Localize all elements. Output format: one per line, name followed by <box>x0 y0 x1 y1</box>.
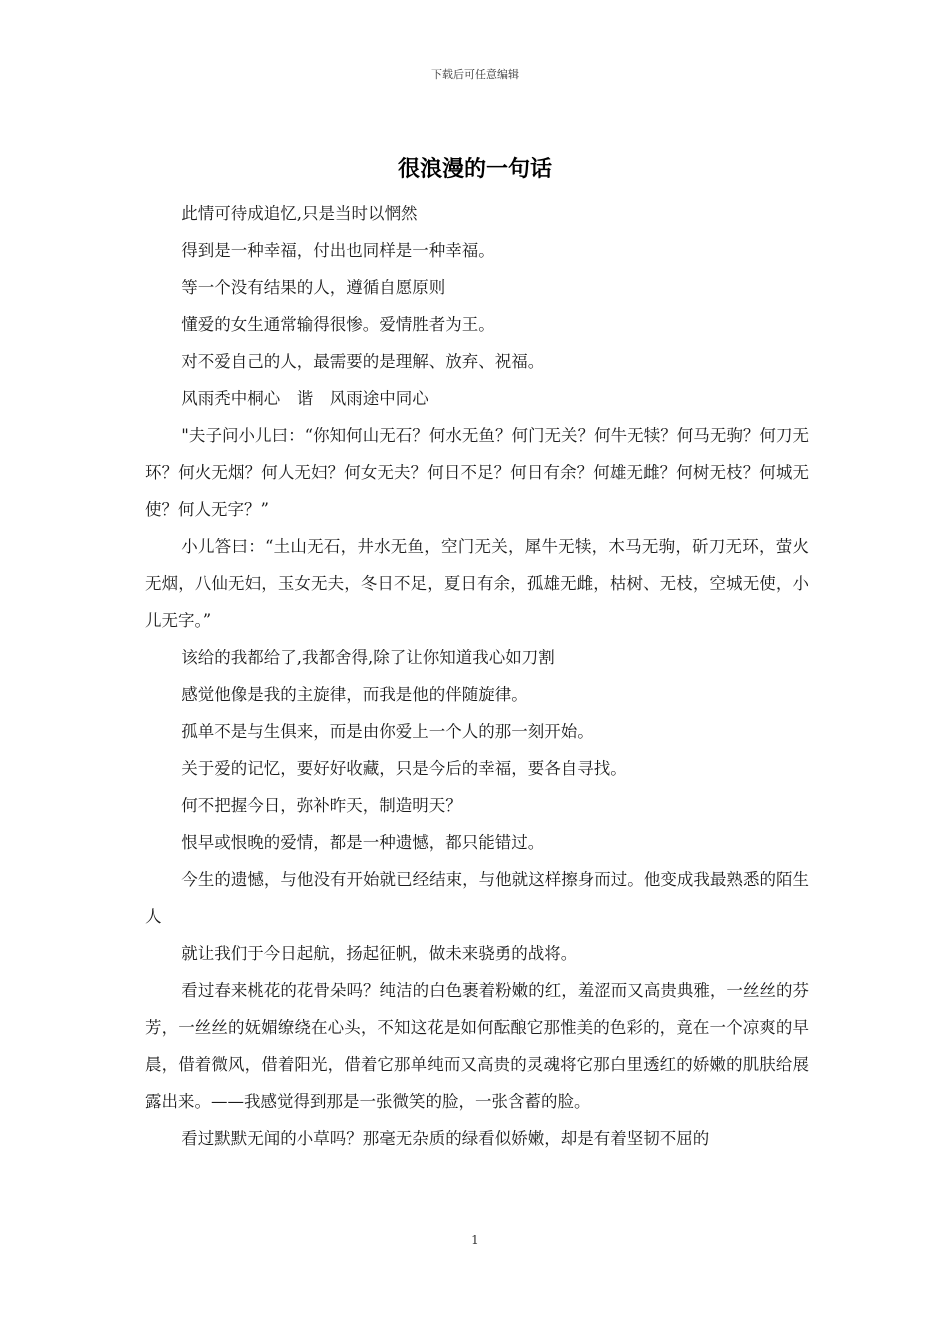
page-header: 下载后可任意编辑 <box>431 68 519 81</box>
paragraph: 得到是一种幸福，付出也同样是一种幸福。 <box>181 241 495 260</box>
page-number: 1 <box>471 1233 479 1247</box>
paragraph: 该给的我都给了,我都舍得,除了让你知道我心如刀割 <box>181 648 555 667</box>
paragraph: 关于爱的记忆，要好好收藏，只是今后的幸福，要各自寻找。 <box>181 759 627 778</box>
paragraph: 孤单不是与生俱来，而是由你爱上一个人的那一刻开始。 <box>181 722 594 741</box>
paragraph: 看过默默无闻的小草吗？那毫无杂质的绿看似娇嫩，却是有着坚韧不屈的 <box>181 1129 710 1148</box>
paragraph: 此情可待成追忆,只是当时以惘然 <box>181 204 418 223</box>
paragraph: 就让我们于今日起航，扬起征帆，做未来骁勇的战将。 <box>181 944 578 963</box>
paragraph: 等一个没有结果的人，遵循自愿原则 <box>181 278 446 297</box>
paragraph: 恨早或恨晚的爱情，都是一种遗憾，都只能错过。 <box>181 833 545 852</box>
paragraph: 感觉他像是我的主旋律，而我是他的伴随旋律。 <box>181 685 528 704</box>
document-title: 很浪漫的一句话 <box>397 157 552 182</box>
paragraph: 对不爱自己的人，最需要的是理解、放弃、祝福。 <box>181 352 545 371</box>
paragraph: 今生的遗憾，与他没有开始就已经结束，与他就这样擦身而过。他变成我最熟悉的陌生人 <box>145 870 809 926</box>
paragraph: "夫子问小儿曰：“你知何山无石？何水无鱼？何门无关？何牛无犊？何马无驹？何刀无环？何火无烟？何人无妇？何女无夫？何日不足？何日有余？何雄无雌？何树无枝？何城无使？何人无字？” <box>145 426 809 519</box>
document-body <box>145 195 809 1157</box>
paragraph: 何不把握今日，弥补昨天，制造明天？ <box>181 796 462 815</box>
paragraph: 小儿答曰：“土山无石，井水无鱼，空门无关，犀牛无犊，木马无驹，斫刀无环，萤火无烟，八仙无妇，玉女无夫，冬日不足，夏日有余，孤雄无雌，枯树、无枝，空城无使，小儿无字。” <box>145 537 809 630</box>
paragraph: 看过春来桃花的花骨朵吗？纯洁的白色裹着粉嫩的红，羞涩而又高贵典雅，一丝丝的芬芳，一丝丝的妩媚缭绕在心头，不知这花是如何酝酿它那惟美的色彩的，竟在一个凉爽的早晨，借着微风，借着阳光，借着它那单纯而又高贵的灵魂将它那白里透红的娇嫩的肌肤给展露出来。——我感觉得到那是一张微笑的脸，一张含蓄的脸。 <box>145 981 809 1111</box>
paragraph: 风雨秃中桐心 谐 风雨途中同心 <box>181 389 429 408</box>
paragraph: 懂爱的女生通常输得很惨。爱情胜者为王。 <box>181 315 495 334</box>
